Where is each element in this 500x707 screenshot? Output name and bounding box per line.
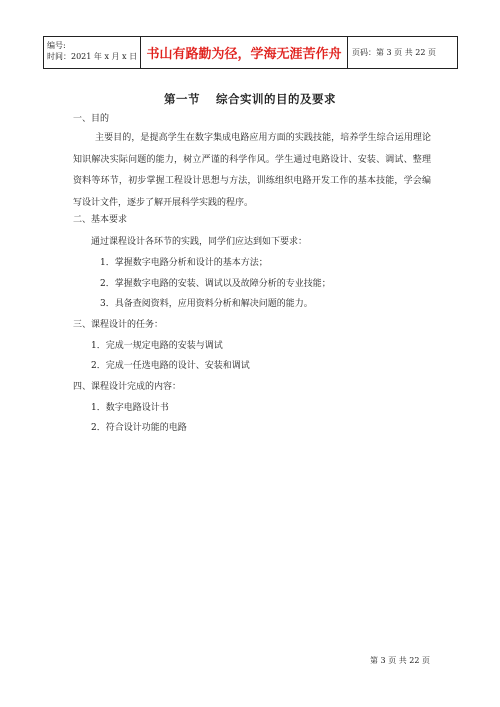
section-name: 综合实训的目的及要求 <box>216 92 336 106</box>
list-item: 2．符合设计功能的电路 <box>91 423 187 433</box>
section-number: 第一节 <box>164 92 200 106</box>
purpose-paragraph: 主要目的，是提高学生在数字集成电路应用方面的实践技能，培养学生综合运用理论知识解决实际问题的能力，树立严谨的科学作风。学生通过电路设计、安装、调试、整理资料等环节，初步掌握工程设计思想与方法，训练组织电路开发工作的基本技能，学会编写设计文件，逐步了解开展科学实践的程序。 <box>73 133 431 208</box>
requirements-intro: 通过课程设计各环节的实践，同学们应达到如下要求： <box>91 237 308 247</box>
heading-purpose: 一、目的 <box>73 114 110 124</box>
heading-content: 四、课程设计完成的内容： <box>73 382 182 392</box>
number-label: 编号: <box>47 41 66 50</box>
list-item: 1．完成一规定电路的安装与调试 <box>91 341 223 351</box>
header-meta <box>44 37 141 68</box>
list-item: 1．数字电路设计书 <box>91 403 169 413</box>
list-item: 2．掌握数字电路的安装、调试以及故障分析的专业技能； <box>100 279 331 289</box>
list-item: 1．掌握数字电路分析和设计的基本方法； <box>100 258 268 268</box>
section-title <box>0 91 500 107</box>
header-motto: 书山有路勤为径，学海无涯苦作舟 <box>141 37 348 68</box>
list-item: 3．具备查阅资料，应用资料分析和解决问题的能力。 <box>100 299 313 309</box>
heading-requirements: 二、基本要求 <box>73 215 128 225</box>
list-item: 2．完成一任选电路的设计、安装和调试 <box>91 361 250 371</box>
time-label: 时间：2021 年 x 月 x 日 <box>47 52 138 61</box>
page-header <box>43 36 458 69</box>
page-footer: 第 3 页 共 22 页 <box>370 656 430 665</box>
header-page-info: 页码：第 3 页 共 22 页 <box>352 48 436 57</box>
heading-tasks: 三、课程设计的任务： <box>73 320 164 330</box>
